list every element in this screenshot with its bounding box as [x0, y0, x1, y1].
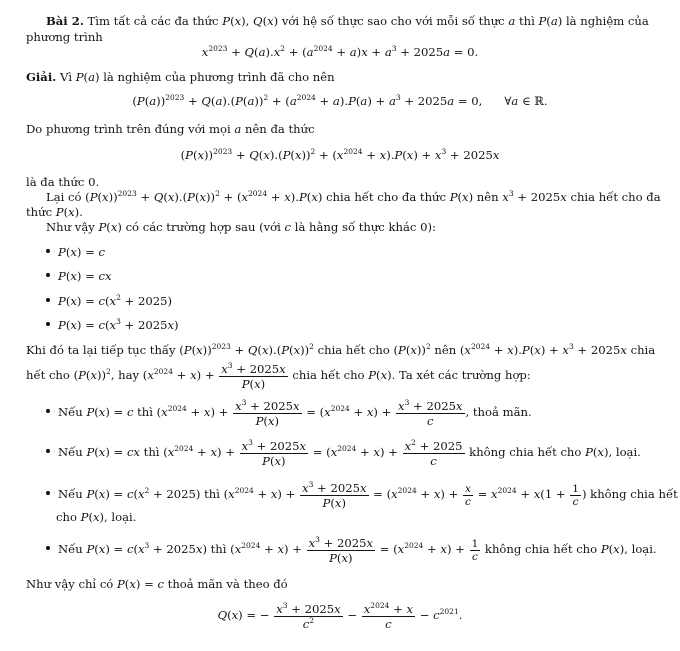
bullet-icon — [46, 491, 50, 495]
solution-label: Giải. — [26, 70, 57, 84]
solution-line-9: Như vậy chỉ có P(x) = c thoả mãn và theo đó — [26, 577, 288, 591]
case-item-2: P(x) = cx — [46, 269, 680, 284]
bullet-icon — [46, 546, 50, 550]
bullet-icon — [46, 322, 50, 326]
problem-equation: $x^{2023} + Q(a).x^2 + (a^{2024} + a)x + a^3 + 2025a = 0$. — [201, 44, 479, 59]
result-item-3-cont: cho P(x), loại. — [56, 510, 137, 524]
bullet-icon — [46, 273, 50, 277]
solution-line-6: Như vậy P(x) có các trường hợp sau (với c là hằng số thực khác 0): — [46, 220, 436, 234]
case-item-4: $P(x) = c(x^3 + 2025x)$ — [46, 318, 680, 333]
bullet-icon — [46, 249, 50, 253]
problem-label: Bài 2. — [46, 14, 84, 28]
fraction: $\frac{x^3 + 2025x}{P(x)}$ — [221, 360, 286, 391]
solution-line-8: hết cho $(P(x))^2$, hay $(x^{2024} + x)$ + $\frac{x^3 + 2025x}{P(x)}$ chia hết cho P(x). Ta xét các trường hợp: — [26, 360, 531, 391]
bullet-icon — [46, 449, 50, 453]
solution-line-2: Do phương trình trên đúng với mọi a nên đa thức — [26, 122, 315, 136]
bullet-icon — [46, 298, 50, 302]
solution-line-4: Lại có $(P(x))^{2023} + Q(x).(P(x))^2 + (x^{2024} + x).P(x)$ chia hết cho đa thức P(x) nên $x^3 + 2025x$ chia hết cho đa — [46, 189, 661, 204]
solution-line-3: là đa thức 0. — [26, 175, 100, 189]
equation-2: $(P(x))^{2023} + Q(x).(P(x))^2 + (x^{2024} + x).P(x) + x^3 + 2025x$ — [180, 147, 500, 162]
result-item-1: Nếu P(x) = c thì $(x^{2024} + x)$ + $\frac{x^3 + 2025x}{P(x)}$ = $(x^{2024} + x)$ + $\frac{x^3 + 2025x}{c}$ , thoả mãn. — [46, 398, 680, 427]
problem-line-1: Bài 2. Tìm tất cả các đa thức P(x), Q(x) với hệ số thực sao cho với mỗi số thực a thì P(a) là nghiệm của — [46, 14, 649, 28]
result-item-4: Nếu $P(x) = c(x^3 + 2025x)$ thì $(x^{2024} + x)$ + $\frac{x^3 + 2025x}{P(x)}$ = $(x^{2024} + x)$ + $\frac{1}{c}$ không chia hết cho P(x), loại. — [46, 535, 680, 564]
bullet-icon — [46, 409, 50, 413]
case-item-3: $P(x) = c(x^2 + 2025)$ — [46, 294, 680, 309]
final-equation: Q(x) = − $\frac{x^3 + 2025x}{c^2}$ − $\frac{x^{2024} + x}{c}$ − $c^{2021}$. — [217, 600, 463, 631]
solution-line-7: Khi đó ta lại tiếp tục thấy $(P(x))^{2023} + Q(x).(P(x))^2$ chia hết cho $(P(x))^2$ nên $(x^{2024} + x).P(x) + x^3 + 2025x$ chia — [26, 342, 656, 357]
solution-line-5: thức P(x). — [26, 205, 83, 219]
equation-1: $(P(a))^{2023} + Q(a).(P(a))^2 + (a^{2024} + a).P(a) + a^3 + 2025a = 0$, ∀a ∈ ℝ. — [132, 93, 548, 108]
problem-line-2: phương trình — [26, 30, 103, 44]
solution-line-1: Giải. Vì P(a) là nghiệm của phương trình đã cho nên — [26, 70, 335, 84]
result-item-3: Nếu $P(x) = c(x^2 + 2025)$ thì $(x^{2024} + x)$ + $\frac{x^3 + 2025x}{P(x)}$ = $(x^{2024} + x)$ + $\frac{x}{c}$ = $x^{2024} + x(1$ + $\frac{1}{c}$ ) không chia hết — [46, 480, 680, 509]
result-item-2: Nếu P(x) = cx thì $(x^{2024} + x)$ + $\frac{x^3 + 2025x}{P(x)}$ = $(x^{2024} + x)$ + $\frac{x^2 + 2025}{c}$ không chia hết cho P(x), loại. — [46, 438, 680, 467]
case-item-1: P(x) = c — [46, 245, 680, 260]
